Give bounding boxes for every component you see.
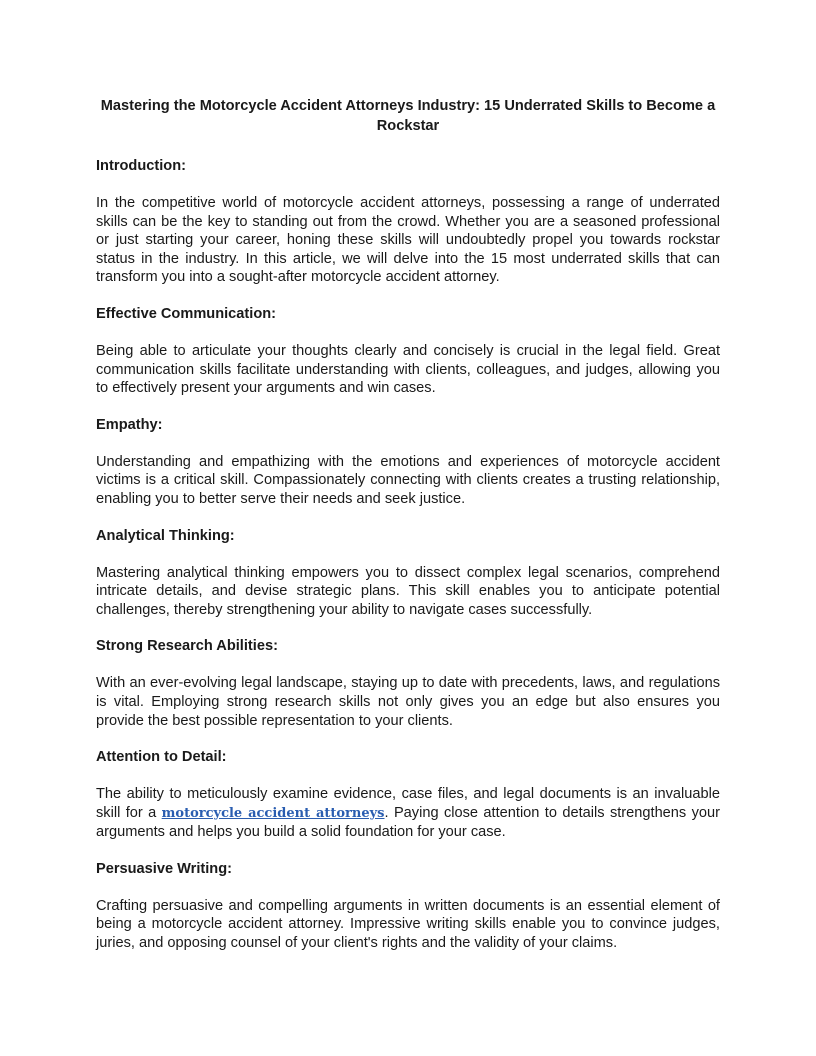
- section-heading-attention-to-detail: Attention to Detail:: [96, 749, 227, 766]
- document-title: Mastering the Motorcycle Accident Attorneys Industry: 15 Underrated Skills to Become a Rockstar: [100, 98, 716, 134]
- section-heading-analytical-thinking: Analytical Thinking:: [96, 527, 235, 544]
- document-page: [96, 96, 720, 953]
- section-body-attention-to-detail: [96, 785, 720, 842]
- section-heading-effective-communication: Effective Communication:: [96, 305, 277, 322]
- section-heading-empathy: Empathy:: [96, 416, 163, 433]
- section-heading-strong-research-abilities: Strong Research Abilities:: [96, 638, 278, 655]
- section-body-introduction: In the competitive world of motorcycle accident attorneys, possessing a range of underrated skills can be the key to standing out from the crowd. Whether you are a seasoned professional or just starting your career, honing these skills will undoubtedly propel you towards rockstar status in the industry. In this article, we will delve into the 15 most underrated skills that can transform you into a sought-after motorcycle accident attorney.: [96, 195, 720, 286]
- section-body-persuasive-writing: Crafting persuasive and compelling arguments in written documents is an essential element of being a motorcycle accident attorney. Impressive writing skills enable you to convince judges, juries, and opposing counsel of your client's rights and the validity of your claims.: [96, 897, 720, 952]
- section-body-empathy: Understanding and empathizing with the emotions and experiences of motorcycle accident victims is a critical skill. Compassionately connecting with clients creates a trusting relationship, enabling you to better serve their needs and seek justice.: [96, 453, 720, 507]
- section-body-effective-communication: Being able to articulate your thoughts clearly and concisely is crucial in the legal field. Great communication skills facilitate understanding with clients, colleagues, and judges, allowing you to effectively present your arguments and win cases.: [96, 342, 720, 397]
- body-text-before-link: The ability to meticulously examine evidence, case files, and legal documents is an invaluable skill for a: [96, 786, 720, 821]
- section-body-strong-research-abilities: With an ever-evolving legal landscape, staying up to date with precedents, laws, and regulations is vital. Employing strong research skills not only gives you an edge but also ensures you provide the best possible representation to your clients.: [96, 675, 720, 729]
- section-heading-persuasive-writing: Persuasive Writing:: [96, 860, 232, 877]
- motorcycle-accident-attorneys-link[interactable]: motorcycle accident attorneys: [161, 805, 385, 821]
- section-heading-introduction: Introduction:: [96, 158, 186, 174]
- body-text-after-link: . Paying close attention to details strengthens your arguments and helps you build a solid foundation for your case.: [96, 804, 721, 841]
- section-body-analytical-thinking: Mastering analytical thinking empowers you to dissect complex legal scenarios, comprehend intricate details, and devise strategic plans. This skill enables you to anticipate potential challenges, thereby strengthening your ability to navigate cases successfully.: [96, 564, 720, 618]
